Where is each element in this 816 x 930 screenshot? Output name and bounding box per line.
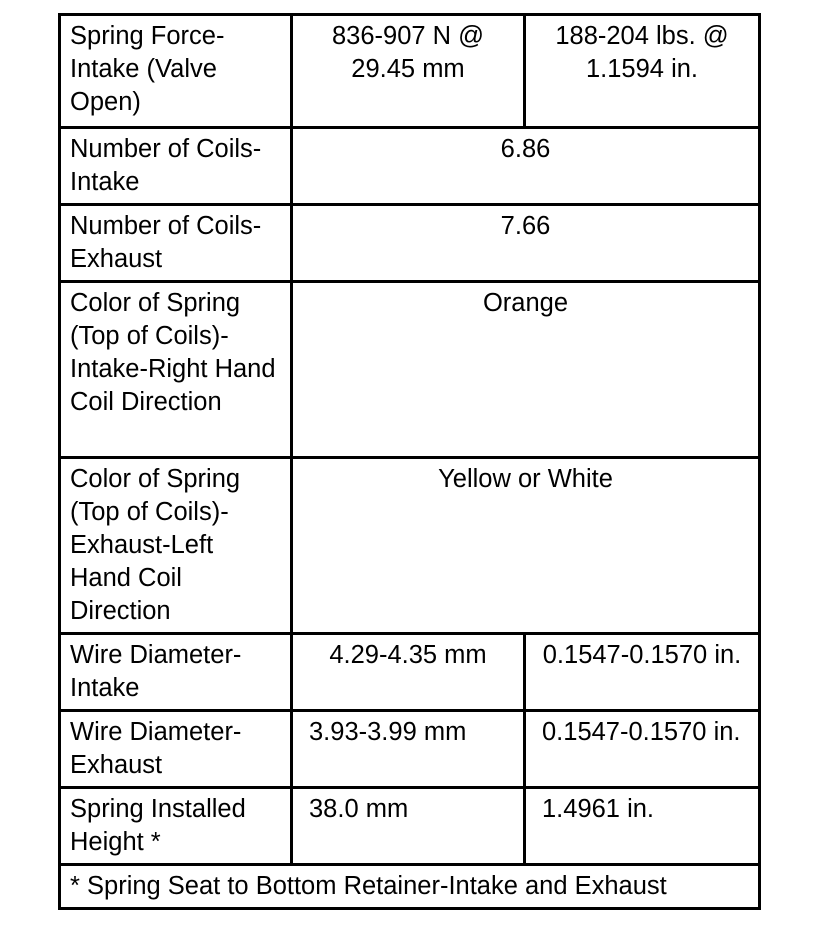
spec-metric-value: 836-907 N @ 29.45 mm (292, 15, 525, 128)
spec-metric-value: 38.0 mm (292, 788, 525, 865)
spec-label: Number of Coils-Exhaust (60, 205, 292, 282)
spec-value: Yellow or White (292, 458, 760, 634)
table-row (60, 458, 760, 634)
table-row (60, 205, 760, 282)
spec-label: Number of Coils-Intake (60, 128, 292, 205)
spec-imperial-value: 188-204 lbs. @ 1.1594 in. (525, 15, 760, 128)
spec-value: 7.66 (292, 205, 760, 282)
table-row (60, 634, 760, 711)
valve-spring-spec-table (58, 13, 761, 910)
spec-value: 6.86 (292, 128, 760, 205)
spec-metric-value: 3.93-3.99 mm (292, 711, 525, 788)
spec-label: Spring Force-Intake (Valve Open) (60, 15, 292, 128)
spec-value: Orange (292, 282, 760, 458)
table-row (60, 15, 760, 128)
spec-imperial-value: 0.1547-0.1570 in. (525, 634, 760, 711)
spec-label: Color of Spring (Top of Coils)-Intake-Right Hand Coil Direction (60, 282, 292, 458)
table-row (60, 282, 760, 458)
spec-imperial-value: 0.1547-0.1570 in. (525, 711, 760, 788)
table-row (60, 788, 760, 865)
spec-label: Wire Diameter-Intake (60, 634, 292, 711)
spec-imperial-value: 1.4961 in. (525, 788, 760, 865)
table-footnote-row (60, 865, 760, 909)
spec-metric-value: 4.29-4.35 mm (292, 634, 525, 711)
spec-label: Wire Diameter-Exhaust (60, 711, 292, 788)
spec-label: Spring Installed Height * (60, 788, 292, 865)
table-row (60, 711, 760, 788)
spec-label: Color of Spring (Top of Coils)-Exhaust-Left Hand Coil Direction (60, 458, 292, 634)
footnote: * Spring Seat to Bottom Retainer-Intake and Exhaust (60, 865, 760, 909)
table-row (60, 128, 760, 205)
